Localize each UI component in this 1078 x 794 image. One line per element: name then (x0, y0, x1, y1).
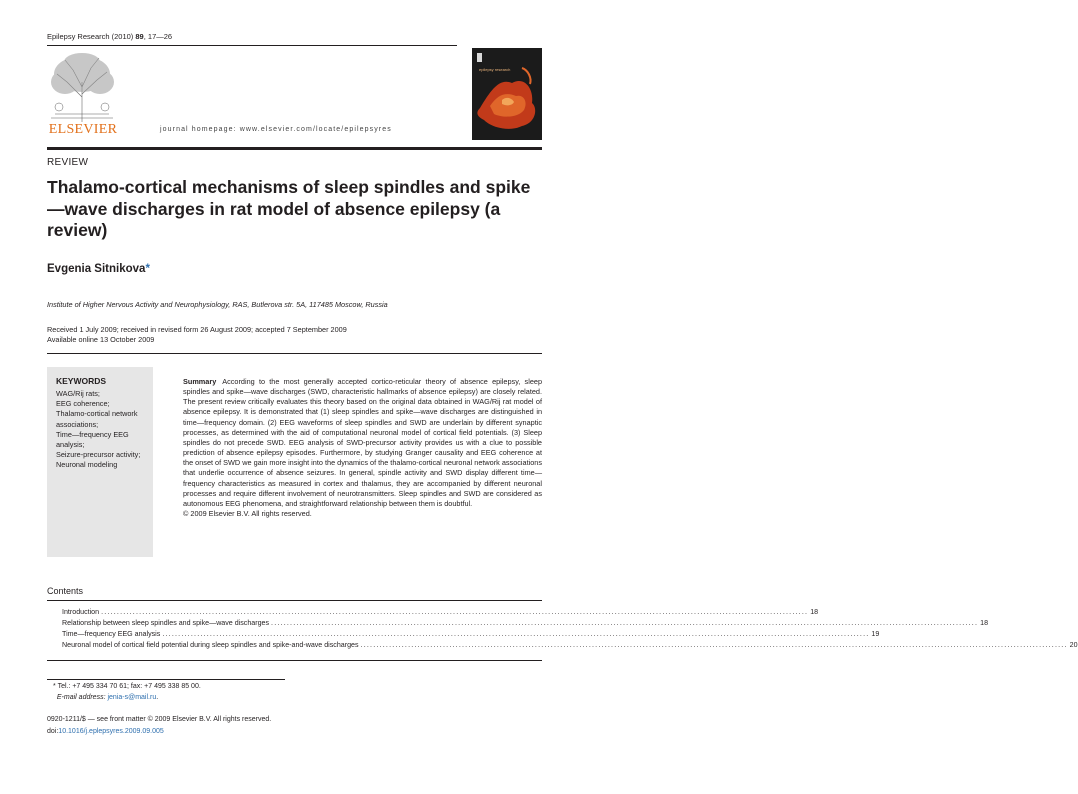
keyword-item: Seizure-precursor activity; (56, 450, 141, 460)
author-footnote (53, 682, 201, 703)
footnote-email-line (53, 693, 201, 704)
footnote-mark: * (53, 683, 56, 690)
article-title: Thalamo-cortical mechanisms of sleep spindles and spike—wave discharges in rat model of absence epilepsy (a review) (47, 177, 531, 240)
issn-line: 0920-1211/$ — see front matter © 2009 Elsevier B.V. All rights reserved. (47, 716, 272, 723)
keyword-item: Neuronal modeling (56, 460, 118, 470)
toc-leader-dots: ............................................................................................................................................................................................................................... (271, 619, 979, 627)
email-link[interactable]: jenia-s@mail.ru (107, 693, 157, 701)
journal-pages: , 17—26 (143, 32, 173, 41)
abstract-divider (47, 353, 542, 354)
doi-line (47, 726, 271, 738)
journal-cover-image (472, 48, 542, 140)
abstract-lead: Summary (183, 377, 217, 386)
journal-reference (47, 32, 172, 41)
article-dates (47, 325, 347, 345)
journal-volume: 89 (135, 32, 144, 41)
author-text: Evgenia Sitnikova (47, 263, 146, 275)
toc-entry-page: 18 (980, 619, 989, 627)
available-online: Available online 13 October 2009 (47, 335, 155, 344)
publisher-logo-text: ELSEVIER (48, 122, 118, 137)
toc-entry-label: Time—frequency EEG analysis (62, 630, 161, 638)
contents-rule-bottom (47, 660, 542, 661)
keywords-heading: KEYWORDS (56, 376, 107, 386)
footnote-tel: Tel.: +7 495 334 70 61; fax: +7 495 338 85 00. (57, 683, 201, 690)
email-label: E-mail address: (56, 693, 106, 701)
header-divider (47, 147, 542, 150)
doi-prefix: doi: (47, 727, 59, 735)
footnote-rule (47, 679, 285, 680)
toc-leader-dots: ............................................................................................................................................................................................................................... (360, 641, 1068, 649)
contents-rule-top (47, 600, 542, 601)
toc-entry-label: Relationship between sleep spindles and spike—wave discharges (62, 619, 270, 627)
toc-entry[interactable] (62, 619, 989, 630)
contents-heading: Contents (47, 586, 84, 596)
footnote-contact (53, 682, 201, 693)
corresponding-author-mark[interactable]: * (145, 263, 150, 275)
toc-leader-dots: ............................................................................................................................................................................................................................... (162, 630, 870, 638)
journal-name: Epilepsy Research (2010) (47, 32, 136, 41)
toc-entry-page: 18 (810, 608, 819, 616)
abstract (183, 377, 542, 519)
article-type-label: REVIEW (47, 157, 89, 168)
toc-entry-label: Neuronal model of cortical field potential during sleep spindles and spike-and-wave discharges (62, 641, 359, 649)
table-of-contents (62, 608, 1078, 652)
abstract-text: According to the most generally accepted cortico-reticular theory of absence epilepsy, sleep spindles and spike—wave discharges (SWD, characteristic hallmarks of absence epilepsy) are closely related. The present review critically evaluates this theory based on the original data obtained in WAG/Rij rat model of absence epilepsy. It is demonstrated that (1) sleep spindles and spike—wave discharges are distinguished in time—frequency domain. (2) EEG waveforms of sleep spindles and SWD are underlain by different synaptic processes, as determined with the aid of computational neuronal model of cortical field potentials. (3) Sleep spindles do not precede SWD. EEG analysis of SWD-precursor activity provides us with a clue to possible prediction of absence epilepsy episodes. Furthermore, by studying Granger causality and EEG coherence at the onset of SWD we gain more insight into the dynamics of the thalamo-cortical neuronal network associations that underlie occurrence of absence seizures. In general, spindle activity and SWD display different time—frequency characteristics as measured in cortex and thalamus, they are accompanied by different neuronal processes and require different involvement of neurotransmitters. Sleep spindles and SWD are considered as autonomous EEG phenomena, and straightforward relationship between them is doubtful. (183, 377, 542, 508)
email-end: . (156, 693, 159, 701)
received-dates: Received 1 July 2009; received in revised form 26 August 2009; accepted 7 September 2009 (47, 325, 347, 334)
header-rule (47, 45, 457, 46)
keywords-box (47, 367, 153, 557)
issn-block (47, 714, 271, 737)
toc-leader-dots: ............................................................................................................................................................................................................................... (101, 608, 809, 616)
keyword-item: Time—frequency EEG analysis; (56, 429, 129, 450)
toc-entry[interactable] (62, 641, 1078, 652)
cover-title: epilepsy research (479, 67, 511, 72)
toc-entry-label: Introduction (62, 608, 100, 616)
keyword-item: WAG/Rij rats; (56, 389, 100, 398)
journal-homepage[interactable]: journal homepage: www.elsevier.com/locate/epilepsyres (160, 126, 392, 133)
abstract-copyright: © 2009 Elsevier B.V. All rights reserved. (183, 509, 312, 519)
toc-entry-page: 19 (871, 630, 880, 638)
author-name (47, 263, 150, 275)
toc-entry-page: 20 (1069, 641, 1078, 649)
keywords-list (56, 389, 151, 471)
author-affiliation: Institute of Higher Nervous Activity and Neurophysiology, RAS, Butlerova str. 5A, 117485 Moscow, Russia (47, 300, 388, 309)
toc-entry[interactable] (62, 608, 819, 619)
keyword-item: Thalamo-cortical network associations; (56, 409, 138, 429)
toc-entry[interactable] (62, 630, 880, 641)
doi-link[interactable]: 10.1016/j.eplepsyres.2009.09.005 (58, 727, 164, 735)
keyword-item: EEG coherence; (56, 399, 110, 409)
